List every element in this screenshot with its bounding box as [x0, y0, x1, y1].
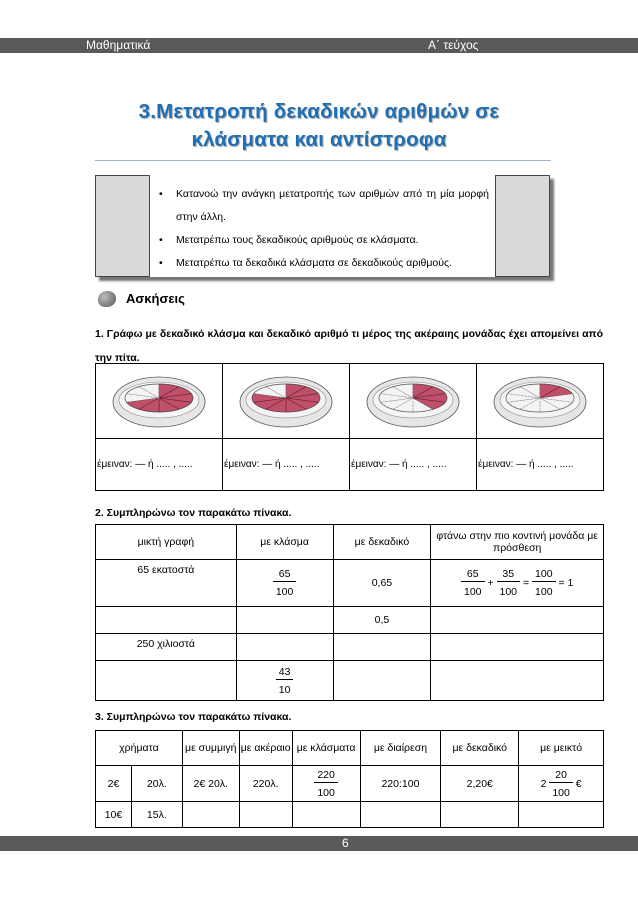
subject-label: Μαθηματικά: [86, 38, 151, 52]
result-text: = 1: [558, 576, 574, 589]
fraction-cell: [236, 607, 333, 634]
page-number: 6: [342, 836, 349, 850]
pie-table: [95, 363, 604, 491]
title-line-2: κλάσματα και αντίστροφα: [191, 128, 447, 151]
integer-cell: [239, 802, 292, 828]
exercise-bullet-icon: [98, 291, 116, 307]
denominator: 10: [278, 683, 291, 696]
division-cell: [360, 802, 441, 828]
column-header: με δεκαδικό: [441, 731, 519, 766]
fraction-cell: [236, 661, 333, 701]
decimal-cell: [333, 634, 431, 661]
mixed-units-cell: [182, 802, 239, 828]
denominator: 100: [535, 586, 553, 598]
objectives-panel: [149, 175, 496, 277]
pie-caption: έμειναν: — ή ..... , .....: [223, 439, 350, 491]
fraction: [532, 567, 556, 599]
header-bar: [0, 38, 638, 53]
pie-caption: έμειναν: — ή ..... , .....: [96, 439, 223, 491]
objective-item: • Μετατρέπω τους δεκαδικούς αριθμούς σε κλάσματα.: [156, 229, 489, 252]
column-header: με κλάσμα: [236, 525, 333, 560]
mixed-cell: 250 χιλιοστά: [96, 634, 237, 661]
column-header: με κλάσματα: [292, 731, 360, 766]
column-header: με συμμιγή: [182, 731, 239, 766]
objectives-list: [150, 175, 495, 275]
pie-plate-icon: [493, 370, 588, 430]
equals-sign: =: [522, 576, 530, 589]
table-row: [96, 661, 604, 701]
fraction: [314, 768, 338, 800]
integer-cell: 220λ.: [239, 766, 292, 802]
volume-label: Α΄ τεύχος: [428, 38, 479, 52]
table-row: [96, 607, 604, 634]
question-1-text: 1. Γράφω με δεκαδικό κλάσμα και δεκαδικό αριθμό τι μέρος της ακέραιης μονάδας έχει απομείνει από την πίτα.: [95, 328, 603, 364]
caption-row: [96, 439, 604, 491]
footer-bar: [0, 836, 638, 851]
pie-caption: έμειναν: — ή ..... , .....: [477, 439, 604, 491]
table-row: [96, 634, 604, 661]
pie-cell: [350, 364, 477, 439]
decimal-cell: 2,20€: [441, 766, 519, 802]
column-header: μικτή γραφή: [96, 525, 237, 560]
column-header: με μεικτό: [519, 731, 604, 766]
fraction: [276, 665, 294, 697]
addition-cell: [431, 607, 604, 634]
fraction-cell: [236, 560, 333, 607]
table-header-row: [96, 731, 604, 766]
mixed-number-cell: [519, 766, 604, 802]
pie-row: [96, 364, 604, 439]
fraction: [273, 567, 297, 599]
denominator: 100: [552, 786, 570, 799]
table-row: [96, 560, 604, 607]
numerator: 220: [314, 768, 338, 783]
pie-cell: [477, 364, 604, 439]
fraction-cell: [292, 802, 360, 828]
decimal-cell: 0,65: [333, 560, 431, 607]
mixed-cell: 65 εκατοστά: [96, 560, 237, 607]
mixed-cell: [96, 607, 237, 634]
denominator: 100: [317, 786, 335, 799]
title-line-1: 3.Μετατροπή δεκαδικών αριθμών σε: [138, 100, 500, 123]
pie-cell: [223, 364, 350, 439]
pie-plate-icon: [366, 370, 461, 430]
mixed-units-cell: 2€ 20λ.: [182, 766, 239, 802]
mixed-cell: [96, 661, 237, 701]
exercises-label: Ασκήσεις: [126, 291, 185, 306]
decimal-cell: [441, 802, 519, 828]
column-header: με ακέραιο: [239, 731, 292, 766]
objectives-box: [95, 175, 550, 277]
table-row: [96, 766, 604, 802]
numerator: 35: [497, 567, 521, 582]
addition-cell: [431, 560, 604, 607]
column-header: φτάνω στην πιο κοντινή μονάδα με πρόσθεση: [431, 525, 604, 560]
whole-part: 2: [540, 777, 547, 790]
division-cell: 220:100: [360, 766, 441, 802]
plus-sign: +: [487, 576, 494, 589]
pie-plate-icon: [239, 370, 334, 430]
decimal-cell: 0,5: [333, 607, 431, 634]
denominator: 100: [499, 586, 518, 598]
fraction: [461, 567, 485, 599]
lepta-cell: 20λ.: [131, 766, 182, 802]
euro-cell: 2€: [96, 766, 132, 802]
numerator: 20: [549, 768, 573, 783]
question-2-text: 2. Συμπληρώνω τον παρακάτω πίνακα.: [95, 507, 292, 519]
denominator: 100: [275, 586, 294, 598]
denominator: 100: [463, 586, 482, 598]
column-header: με δεκαδικό: [333, 525, 431, 560]
title-divider: [95, 160, 551, 161]
fraction-cell: [236, 634, 333, 661]
addition-cell: [431, 661, 604, 701]
table-row: [96, 802, 604, 828]
lepta-cell: 15λ.: [131, 802, 182, 828]
objective-item: • Κατανοώ την ανάγκη μετατροπής των αριθμών από τη μία μορφή στην άλλη.: [156, 183, 489, 229]
question-3-text: 3. Συμπληρώνω τον παρακάτω πίνακα.: [95, 711, 292, 723]
page-title: [90, 98, 548, 154]
conversion-table-3: [95, 730, 604, 828]
fraction-cell: [292, 766, 360, 802]
numerator: 43: [276, 665, 294, 680]
pie-caption: έμειναν: — ή ..... , .....: [350, 439, 477, 491]
mixed-number-cell: [519, 802, 604, 828]
column-header: με διαίρεση: [360, 731, 441, 766]
addition-cell: [431, 634, 604, 661]
numerator: 65: [461, 567, 485, 582]
decimal-cell: [333, 661, 431, 701]
column-header: χρήματα: [96, 731, 183, 766]
numerator: 65: [273, 567, 297, 582]
pie-cell: [96, 364, 223, 439]
pie-plate-icon: [112, 370, 207, 430]
conversion-table-2: [95, 524, 604, 701]
table-header-row: [96, 525, 604, 560]
numerator: 100: [532, 567, 556, 582]
fraction: [549, 768, 573, 800]
euro-cell: 10€: [96, 802, 132, 828]
fraction: [497, 567, 521, 599]
unit-symbol: €: [575, 777, 582, 790]
objective-item: • Μετατρέπω τα δεκαδικά κλάσματα σε δεκαδικούς αριθμούς.: [156, 252, 489, 275]
